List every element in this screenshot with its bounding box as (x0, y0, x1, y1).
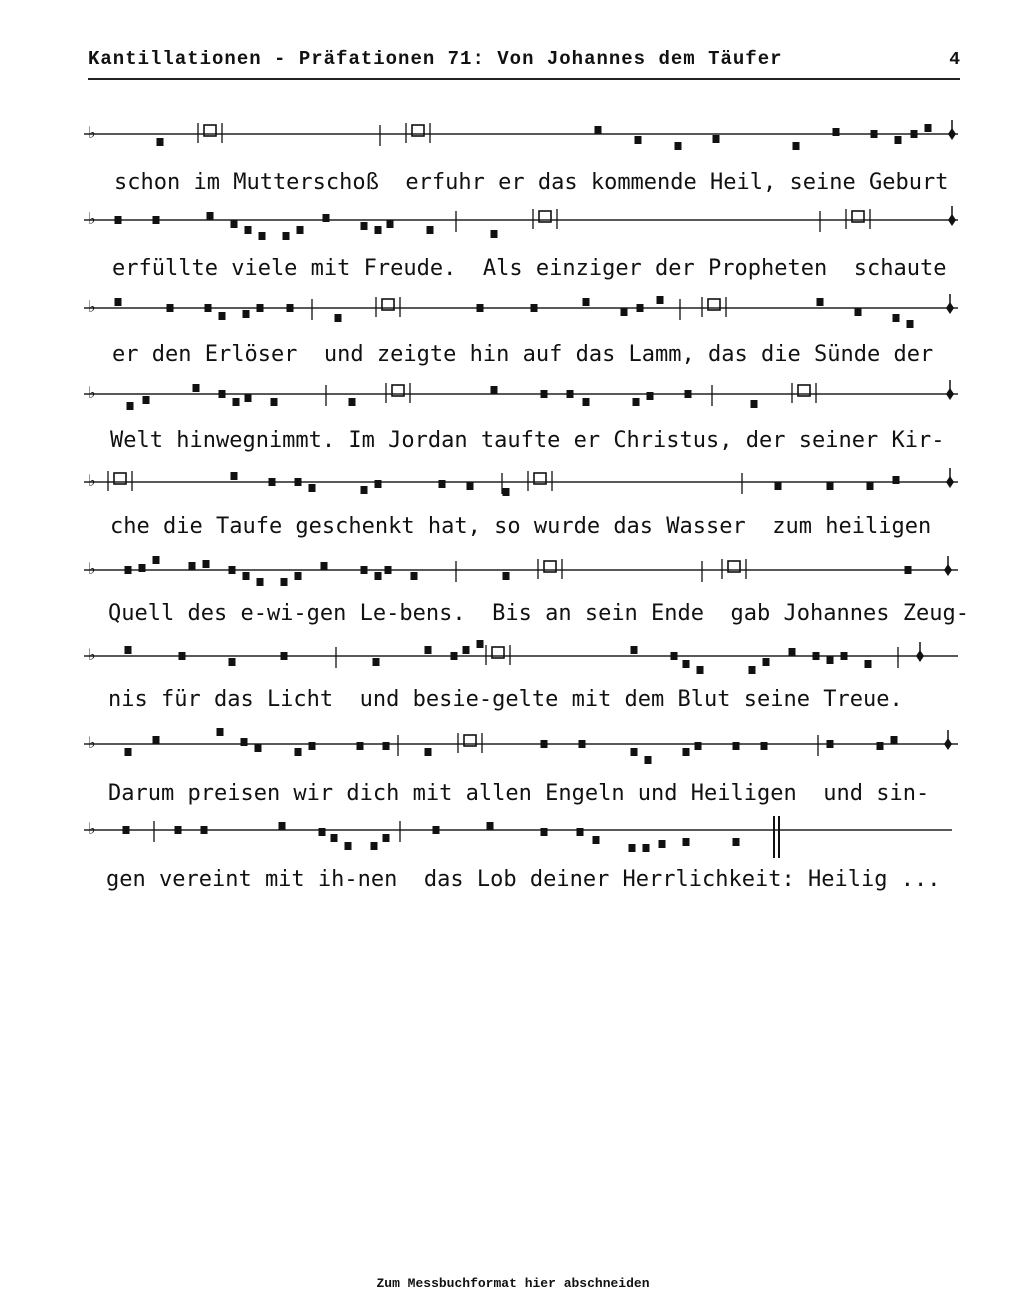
neume (229, 658, 236, 666)
neume (827, 482, 834, 490)
neume (153, 736, 160, 744)
neume (383, 742, 390, 750)
neume (675, 142, 682, 150)
neume (411, 572, 418, 580)
neume (233, 398, 240, 406)
neume (279, 822, 286, 830)
neume (491, 386, 498, 394)
neume (467, 482, 474, 490)
neume (259, 232, 266, 240)
neume (751, 400, 758, 408)
neume (283, 232, 290, 240)
neume (229, 566, 236, 574)
neume (357, 742, 364, 750)
neume (425, 646, 432, 654)
neume (595, 126, 602, 134)
neume (153, 556, 160, 564)
neume (427, 226, 434, 234)
neume (633, 398, 640, 406)
neume (531, 304, 538, 312)
neume (115, 216, 122, 224)
neume (245, 226, 252, 234)
neume (387, 220, 394, 228)
neume (203, 560, 210, 568)
neume (487, 822, 494, 830)
neume (361, 222, 368, 230)
neume (491, 230, 498, 238)
final-note (946, 388, 954, 400)
neume (907, 320, 914, 328)
neume (281, 578, 288, 586)
neume (867, 482, 874, 490)
flat-icon: ♭ (88, 645, 96, 664)
neume (657, 296, 664, 304)
neume (813, 652, 820, 660)
lyric-line: gen vereint mit ih-nen das Lob deiner Herrlichkeit: Heilig ... (106, 867, 941, 892)
neume (893, 476, 900, 484)
lyric-line: che die Taufe geschenkt hat, so wurde das Wasser zum heiligen (110, 514, 932, 539)
neume (891, 736, 898, 744)
neume (683, 748, 690, 756)
neume (583, 298, 590, 306)
neume (281, 652, 288, 660)
neume (713, 135, 720, 143)
neume (153, 216, 160, 224)
neume (371, 842, 378, 850)
neume (331, 834, 338, 842)
neume (541, 828, 548, 836)
neume (207, 212, 214, 220)
neume (645, 756, 652, 764)
neume (631, 646, 638, 654)
neume (877, 742, 884, 750)
neume (201, 826, 208, 834)
neume (231, 472, 238, 480)
neume (425, 748, 432, 756)
neume (271, 398, 278, 406)
neume (855, 308, 862, 316)
neume (115, 298, 122, 306)
page-title: Kantillationen - Präfationen 71: Von Johannes dem Täufer (88, 48, 783, 70)
neume (659, 840, 666, 848)
lyric-line: nis für das Licht und besie-gelte mit dem Blut seine Treue. (108, 687, 903, 712)
flat-icon: ♭ (88, 733, 96, 752)
flat-icon: ♭ (88, 209, 96, 228)
neume (697, 666, 704, 674)
neume (567, 390, 574, 398)
neume (375, 572, 382, 580)
neume (309, 484, 316, 492)
neume (841, 652, 848, 660)
neume (287, 304, 294, 312)
neume (683, 660, 690, 668)
neume (761, 742, 768, 750)
neume (733, 838, 740, 846)
neume (257, 578, 264, 586)
final-note (944, 564, 952, 576)
neume (433, 826, 440, 834)
neume (503, 572, 510, 580)
neume (541, 390, 548, 398)
neume (865, 660, 872, 668)
neume (125, 646, 132, 654)
neume (383, 834, 390, 842)
neume (895, 136, 902, 144)
neume (451, 652, 458, 660)
lyric-line: Welt hinwegnimmt. Im Jordan taufte er Christus, der seiner Kir- (110, 428, 945, 453)
neume (269, 478, 276, 486)
neume (833, 128, 840, 136)
neume (167, 304, 174, 312)
neume (439, 480, 446, 488)
neume (593, 836, 600, 844)
final-note (948, 214, 956, 226)
neume (295, 748, 302, 756)
neume (375, 226, 382, 234)
neume (827, 740, 834, 748)
neume (827, 656, 834, 664)
neume (245, 394, 252, 402)
neume (175, 826, 182, 834)
footer-note: Zum Messbuchformat hier abschneiden (376, 1276, 650, 1291)
flat-icon: ♭ (88, 383, 96, 402)
neume (817, 298, 824, 306)
neume (893, 314, 900, 322)
neume (925, 124, 932, 132)
neume (231, 220, 238, 228)
neume (295, 572, 302, 580)
final-note (944, 738, 952, 750)
neume (763, 658, 770, 666)
neume (127, 402, 134, 410)
neume (297, 226, 304, 234)
neume (323, 214, 330, 222)
final-note (946, 476, 954, 488)
neume (373, 658, 380, 666)
neume (295, 478, 302, 486)
neume (255, 744, 262, 752)
neume (635, 136, 642, 144)
flat-icon: ♭ (88, 819, 96, 838)
neume (157, 138, 164, 146)
neume (637, 304, 644, 312)
neume (477, 304, 484, 312)
neume (629, 844, 636, 852)
neume (683, 838, 690, 846)
neume (631, 748, 638, 756)
lyric-line: erfüllte viele mit Freude. Als einziger der Propheten schaute (112, 256, 947, 281)
neume (361, 566, 368, 574)
flat-icon: ♭ (88, 559, 96, 578)
neume (375, 480, 382, 488)
neume (179, 652, 186, 660)
neume (319, 828, 326, 836)
neume (139, 564, 146, 572)
neume (345, 842, 352, 850)
neume (125, 566, 132, 574)
neume (911, 130, 918, 138)
neume (695, 742, 702, 750)
neume (193, 384, 200, 392)
neume (871, 130, 878, 138)
neume (219, 390, 226, 398)
page-number: 4 (949, 50, 960, 70)
neume (643, 844, 650, 852)
lyric-line: er den Erlöser und zeigte hin auf das Lamm, das die Sünde der (112, 342, 934, 367)
neume (205, 304, 212, 312)
flat-icon: ♭ (88, 123, 96, 142)
neume (583, 398, 590, 406)
neume (477, 640, 484, 648)
neume (671, 652, 678, 660)
neume (463, 646, 470, 654)
neume (385, 566, 392, 574)
neume (219, 312, 226, 320)
neume (733, 742, 740, 750)
neume (503, 488, 510, 496)
neume (241, 738, 248, 746)
neume (143, 396, 150, 404)
neume (775, 482, 782, 490)
neume (647, 392, 654, 400)
neume (321, 562, 328, 570)
neume (217, 728, 224, 736)
flat-icon: ♭ (88, 471, 96, 490)
neume (125, 748, 132, 756)
neume (793, 142, 800, 150)
neume (541, 740, 548, 748)
neume (621, 308, 628, 316)
neume (579, 740, 586, 748)
final-note (946, 302, 954, 314)
neume (905, 566, 912, 574)
neume (749, 666, 756, 674)
neume (789, 648, 796, 656)
neume (189, 562, 196, 570)
neume (361, 486, 368, 494)
neume (349, 398, 356, 406)
neume (309, 742, 316, 750)
neume (577, 828, 584, 836)
neume (123, 826, 130, 834)
neume (243, 572, 250, 580)
final-note (948, 128, 956, 140)
neume (243, 310, 250, 318)
flat-icon: ♭ (88, 297, 96, 316)
neume (335, 314, 342, 322)
lyric-line: Quell des e-wi-gen Le-bens. Bis an sein Ende gab Johannes Zeug- (108, 601, 969, 626)
lyric-line: schon im Mutterschoß erfuhr er das kommende Heil, seine Geburt (114, 170, 949, 195)
neume (257, 304, 264, 312)
lyric-line: Darum preisen wir dich mit allen Engeln und Heiligen und sin- (108, 781, 930, 806)
neume (685, 390, 692, 398)
final-note (916, 650, 924, 662)
